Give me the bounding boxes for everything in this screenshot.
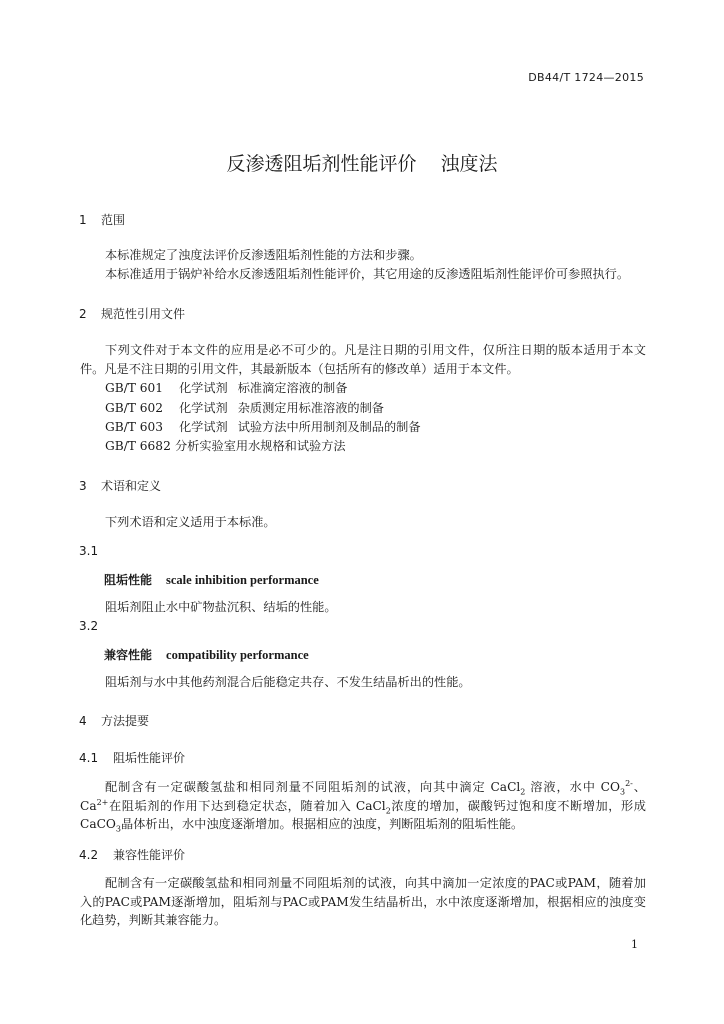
section-number: 1 <box>79 213 87 227</box>
subsection-title: 兼容性能评价 <box>113 848 186 862</box>
scale-inhibition-method-paragraph: 配制含有一定碳酸氢盐和相同剂量不同阻垢剂的试液，向其中滴定 CaCl$_2$ 溶液，水中 $CO_3^{2-}$、$Ca^{2+}$在阻垢剂的作用下达到稳定状态，随着加入 CaCl$_2$浓度的增加，碳酸钙过饱和度不断增加，形成 CaCO$_3$晶体析出，水中浊度逐渐增加。根据相应的浊度，判断阻垢剂的阻垢性能。 <box>80 778 646 834</box>
reference-code: GB/T 6682 <box>105 439 171 453</box>
section-number: 3 <box>79 479 87 493</box>
reference-title: 标准滴定溶液的制备 <box>237 381 348 395</box>
term-entry <box>104 646 309 663</box>
reference-title: 分析实验室用水规格和试验方法 <box>175 439 346 453</box>
title-sub: 浊度法 <box>440 153 498 175</box>
term-entry <box>104 571 319 588</box>
standard-code: DB44/T 1724—2015 <box>528 71 644 84</box>
term-name-cn: 兼容性能 <box>104 648 153 662</box>
term-definition: 阻垢剂与水中其他药剂混合后能稳定共存、不发生结晶析出的性能。 <box>105 675 471 689</box>
subsection-number: 4.2 <box>79 848 99 862</box>
section-title: 范围 <box>101 213 126 227</box>
reference-item <box>105 379 347 396</box>
term-name-en: compatibility performance <box>166 648 309 662</box>
section-number: 2 <box>79 307 87 321</box>
term-name-en: scale inhibition performance <box>166 573 319 587</box>
reference-code: GB/T 602 <box>105 401 164 415</box>
scope-paragraph-2: 本标准适用于锅炉补给水反渗透阻垢剂性能评价，其它用途的反渗透阻垢剂性能评价可参照执行。 <box>105 267 630 281</box>
scope-paragraph-1: 本标准规定了浊度法评价反渗透阻垢剂性能的方法和步骤。 <box>105 248 422 262</box>
subsection-4-2-heading <box>79 846 185 863</box>
reference-code: GB/T 601 <box>105 381 164 395</box>
reference-code: GB/T 603 <box>105 420 164 434</box>
section-2-heading <box>79 305 185 322</box>
terms-intro: 下列术语和定义适用于本标准。 <box>105 515 276 529</box>
reference-category: 化学试剂 <box>179 420 228 434</box>
reference-item <box>105 437 346 454</box>
section-title: 方法提要 <box>101 714 150 728</box>
section-4-heading <box>79 712 149 729</box>
section-title: 规范性引用文件 <box>101 307 186 321</box>
subsection-title: 阻垢性能评价 <box>113 751 186 765</box>
reference-title: 试验方法中所用制剂及制品的制备 <box>237 420 421 434</box>
compatibility-method-paragraph: 配制含有一定碳酸氢盐和相同剂量不同阻垢剂的试液，向其中滴加一定浓度的PAC或PAM，随着加入的PAC或PAM逐渐增加，阻垢剂与PAC或PAM发生结晶析出，水中浓度逐渐增加，根据相应的浊度变化趋势，判断其兼容能力。 <box>80 876 646 927</box>
term-number: 3.2 <box>79 619 99 633</box>
subsection-4-1-heading <box>79 749 185 766</box>
reference-title: 杂质测定用标准溶液的制备 <box>237 401 384 415</box>
subsection-number: 4.1 <box>79 751 99 765</box>
section-3-heading <box>79 477 161 494</box>
references-intro-paragraph: 下列文件对于本文件的应用是必不可少的。凡是注日期的引用文件，仅所注日期的版本适用于本文件。凡是不注日期的引用文件，其最新版本（包括所有的修改单）适用于本文件。 <box>80 343 646 376</box>
reference-item <box>105 418 421 435</box>
document-title <box>0 149 724 176</box>
section-number: 4 <box>79 714 87 728</box>
term-definition: 阻垢剂阻止水中矿物盐沉积、结垢的性能。 <box>105 600 337 614</box>
page-number: 1 <box>631 938 638 951</box>
term-number: 3.1 <box>79 544 99 558</box>
reference-category: 化学试剂 <box>179 401 228 415</box>
section-title: 术语和定义 <box>101 479 162 493</box>
term-name-cn: 阻垢性能 <box>104 573 153 587</box>
reference-item <box>105 399 384 416</box>
reference-category: 化学试剂 <box>179 381 228 395</box>
title-main: 反渗透阻垢剂性能评价 <box>226 153 417 175</box>
section-1-heading <box>79 211 125 228</box>
